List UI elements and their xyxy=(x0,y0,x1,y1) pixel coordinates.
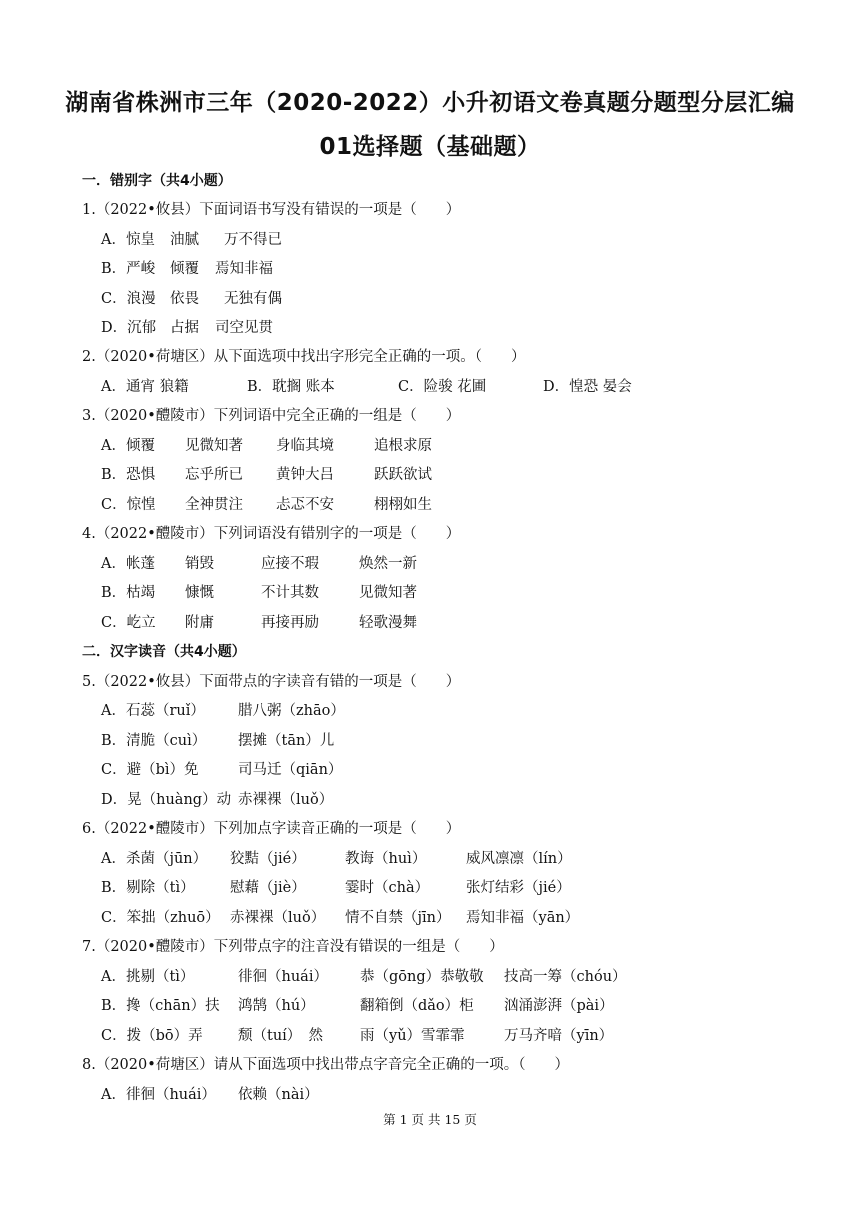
option-cell: A．通宵 狼籍 xyxy=(101,379,189,395)
option-cell: 应接不瑕 xyxy=(261,556,319,572)
option-cell: 销毁 xyxy=(185,556,214,572)
option-cell: A．惊皇 xyxy=(101,232,155,248)
option-cell: A．杀菌（jūn） xyxy=(101,851,208,867)
option-cell: 忘乎所已 xyxy=(185,467,243,483)
option-row xyxy=(101,317,273,339)
option-cell: A．徘徊（huái） xyxy=(101,1087,216,1103)
option-row xyxy=(101,848,572,870)
option-row xyxy=(101,995,614,1017)
option-cell: 轻歌漫舞 xyxy=(359,615,417,631)
option-cell: 汹涌澎湃（pài） xyxy=(504,998,614,1014)
option-row xyxy=(101,258,273,280)
option-cell: 徘徊（huái） xyxy=(238,969,328,985)
option-row xyxy=(101,288,282,310)
option-cell: 教诲（huì） xyxy=(345,851,427,867)
option-row xyxy=(101,700,345,722)
option-cell: 恭（gōng）恭敬敬 xyxy=(360,969,484,985)
option-cell: 全神贯注 xyxy=(185,497,243,513)
option-row xyxy=(101,612,417,634)
option-cell: 情不自禁（jīn） xyxy=(345,910,451,926)
option-cell: 焉知非福 xyxy=(215,261,273,277)
option-cell: 倾覆 xyxy=(170,261,199,277)
option-cell: 再接再励 xyxy=(261,615,319,631)
section-heading: 二．汉字读音（共4小题） xyxy=(82,644,246,660)
option-cell: 见微知著 xyxy=(359,585,417,601)
question-stem: 6.（2022•醴陵市）下列加点字读音正确的一项是（ ） xyxy=(82,821,461,837)
option-row xyxy=(101,435,432,457)
option-row xyxy=(101,907,580,929)
option-row xyxy=(101,582,417,604)
question-stem: 4.（2022•醴陵市）下列词语没有错别字的一项是（ ） xyxy=(82,526,461,542)
option-cell: 依赖（nài） xyxy=(238,1087,319,1103)
option-cell: 霎时（chà） xyxy=(345,880,430,896)
document-title-line1: 湖南省株洲市三年（2020-2022）小升初语文卷真题分题型分层汇编 xyxy=(65,90,795,116)
option-cell: D．沉郁 xyxy=(101,320,157,336)
question-stem: 2.（2020•荷塘区）从下面选项中找出字形完全正确的一项。（ ） xyxy=(82,349,526,365)
option-cell: B．耽搁 账本 xyxy=(247,379,335,395)
option-cell: 威风凛凛（lín） xyxy=(466,851,572,867)
option-cell: 慷慨 xyxy=(185,585,214,601)
option-cell: A．石蕊（ruǐ） xyxy=(101,703,205,719)
option-cell: 赤裸裸（luǒ） xyxy=(230,910,326,926)
option-cell: 腊八粥（zhāo） xyxy=(238,703,345,719)
option-cell: B．枯竭 xyxy=(101,585,156,601)
option-cell: B．清脆（cuì） xyxy=(101,733,207,749)
option-cell: 慰藉（jiè） xyxy=(230,880,306,896)
option-cell: B．严峻 xyxy=(101,261,156,277)
option-cell: 追根求原 xyxy=(374,438,432,454)
option-cell: A．帐蓬 xyxy=(101,556,155,572)
question-stem: 7.（2020•醴陵市）下列带点字的注音没有错误的一组是（ ） xyxy=(82,939,504,955)
option-cell: 无独有偶 xyxy=(224,291,282,307)
page-footer: 第 1 页 共 15 页 xyxy=(383,1112,477,1127)
option-cell: C．浪漫 xyxy=(101,291,156,307)
option-cell: 占据 xyxy=(170,320,199,336)
option-cell: D．晃（huàng）动 xyxy=(101,792,232,808)
option-cell: C．拨（bō）弄 xyxy=(101,1028,203,1044)
option-cell: B．恐惧 xyxy=(101,467,156,483)
option-cell: C．笨拙（zhuō） xyxy=(101,910,220,926)
option-cell: 赤裸裸（luǒ） xyxy=(238,792,334,808)
option-cell: 鸿鹄（hú） xyxy=(238,998,315,1014)
option-cell: 黄钟大吕 xyxy=(276,467,334,483)
option-cell: C．屹立 xyxy=(101,615,156,631)
option-cell: 张灯结彩（jié） xyxy=(466,880,571,896)
option-row xyxy=(101,464,432,486)
option-cell: D．惶恐 晏会 xyxy=(543,379,632,395)
document-title-line2: 01选择题（基础题） xyxy=(319,134,541,160)
option-row xyxy=(101,494,432,516)
option-cell: 摆摊（tān）儿 xyxy=(238,733,335,749)
option-row xyxy=(101,1084,319,1106)
section-heading: 一．错别字（共4小题） xyxy=(82,173,232,189)
option-cell: B．剔除（tì） xyxy=(101,880,195,896)
option-cell: 不计其数 xyxy=(261,585,319,601)
option-row xyxy=(101,553,417,575)
question-stem: 3.（2020•醴陵市）下列词语中完全正确的一组是（ ） xyxy=(82,408,461,424)
question-stem: 5.（2022•攸县）下面带点的字读音有错的一项是（ ） xyxy=(82,674,461,690)
option-cell: 技高一筹（chóu） xyxy=(504,969,627,985)
option-cell: 附庸 xyxy=(185,615,214,631)
option-cell: 焉知非福（yān） xyxy=(466,910,580,926)
option-cell: C．险骏 花圃 xyxy=(398,379,487,395)
option-cell: 栩栩如生 xyxy=(374,497,432,513)
option-cell: 依畏 xyxy=(170,291,199,307)
option-cell: 身临其境 xyxy=(276,438,334,454)
option-cell: 见微知著 xyxy=(185,438,243,454)
option-cell: 焕然一新 xyxy=(359,556,417,572)
option-cell: 翻箱倒（dǎo）柜 xyxy=(360,998,474,1014)
option-row xyxy=(101,759,343,781)
option-cell: A．挑剔（tì） xyxy=(101,969,195,985)
option-row xyxy=(101,966,627,988)
option-row xyxy=(101,229,282,251)
option-cell: 忐忑不安 xyxy=(276,497,334,513)
option-cell: 司马迁（qiān） xyxy=(238,762,343,778)
option-row xyxy=(101,1025,614,1047)
option-row xyxy=(101,730,335,752)
option-cell: 万马齐喑（yīn） xyxy=(504,1028,614,1044)
option-cell: B．搀（chān）扶 xyxy=(101,998,220,1014)
option-cell: 颓（tuí） 然 xyxy=(238,1028,324,1044)
option-row xyxy=(101,376,632,398)
question-stem: 1.（2022•攸县）下面词语书写没有错误的一项是（ ） xyxy=(82,202,461,218)
option-cell: C．避（bì）免 xyxy=(101,762,199,778)
option-row xyxy=(101,877,571,899)
option-cell: 万不得已 xyxy=(224,232,282,248)
option-cell: 雨（yǔ）雪霏霏 xyxy=(360,1028,465,1044)
question-stem: 8.（2020•荷塘区）请从下面选项中找出带点字音完全正确的一项。（ ） xyxy=(82,1057,570,1073)
option-cell: 司空见贯 xyxy=(215,320,273,336)
option-row xyxy=(101,789,334,811)
option-cell: 跃跃欲试 xyxy=(374,467,432,483)
option-cell: 油腻 xyxy=(170,232,199,248)
option-cell: A．倾覆 xyxy=(101,438,155,454)
option-cell: 狡黠（jié） xyxy=(230,851,306,867)
option-cell: C．惊惶 xyxy=(101,497,156,513)
